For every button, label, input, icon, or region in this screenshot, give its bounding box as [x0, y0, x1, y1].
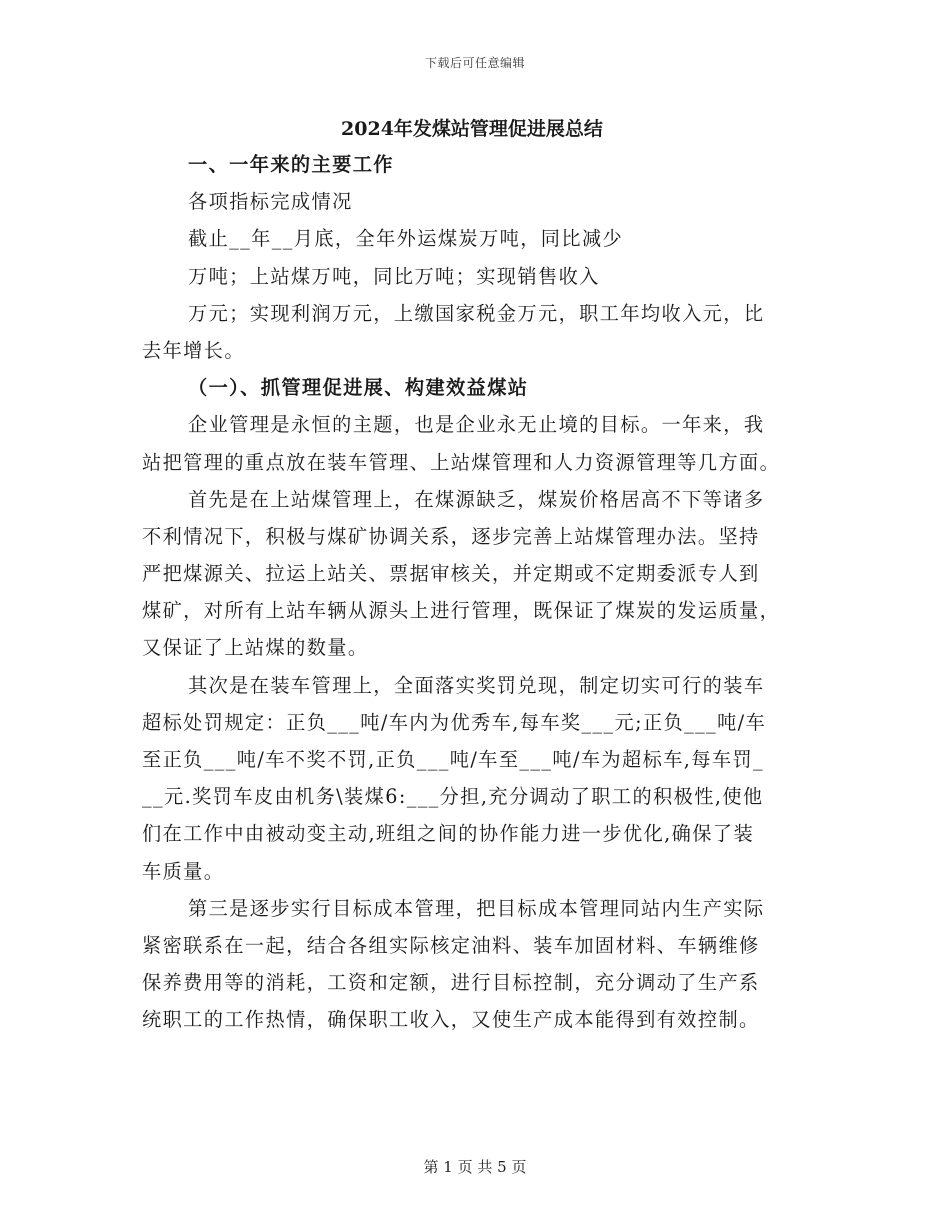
section-heading: （一）、抓管理促进展、构建效益煤站 — [188, 376, 529, 400]
text-line: 车质量。 — [142, 859, 225, 883]
text-line: 第三是逐步实行目标成本管理，把目标成本管理同站内生产实际 — [188, 896, 765, 920]
document-body — [142, 112, 802, 1039]
text-line: 各项指标完成情况 — [188, 190, 353, 214]
text-line: 至正负___吨/车不奖不罚,正负___吨/车至___吨/车为超标车,每车罚_ — [142, 748, 765, 771]
text-line: 万元；实现利润万元，上缴国家税金万元，职工年均收入元，比 — [188, 301, 765, 325]
document-title: 2024年发煤站管理促进展总结 — [341, 118, 603, 140]
text-line: __元.奖罚车皮由机务\装煤6:___分担,充分调动了职工的积极性,使他 — [142, 785, 764, 809]
text-line: 企业管理是永恒的主题，也是企业永无止境的目标。一年来，我 — [188, 413, 765, 437]
text-line: 煤矿，对所有上站车辆从源头上进行管理，既保证了煤炭的发运质量， — [142, 599, 781, 623]
page-footer: 第 1 页 共 5 页 — [423, 1158, 527, 1176]
section-heading: 一、一年来的主要工作 — [188, 153, 394, 176]
text-line: 又保证了上站煤的数量。 — [142, 636, 369, 660]
text-line: 超标处罚规定：正负___吨/车内为优秀车,每车奖___元;正负___吨/车 — [142, 710, 767, 734]
text-line: 紧密联系在一起，结合各组实际核定油料、装车加固材料、车辆维修 — [142, 933, 760, 957]
text-line: 不利情况下，积极与煤矿协调关系，逐步完善上站煤管理办法。坚持 — [142, 524, 760, 548]
text-line: 去年增长。 — [142, 338, 245, 362]
paragraph-lines — [142, 146, 802, 1039]
page-header: 下载后可任意编辑 — [424, 56, 525, 70]
text-line: 统职工的工作热情，确保职工收入，又使生产成本能得到有效控制。 — [142, 1008, 760, 1032]
text-line: 万吨；上站煤万吨，同比万吨；实现销售收入 — [188, 264, 600, 288]
text-line: 保养费用等的消耗，工资和定额，进行目标控制，充分调动了生产系 — [142, 971, 760, 995]
text-line: 站把管理的重点放在装车管理、上站煤管理和人力资源管理等几方面。 — [142, 450, 781, 474]
text-line: 严把煤源关、拉运上站关、票据审核关，并定期或不定期委派专人到 — [142, 562, 760, 586]
text-line: 们在工作中由被动变主动,班组之间的协作能力进一步优化,确保了装 — [142, 822, 755, 846]
text-line: 首先是在上站煤管理上，在煤源缺乏，煤炭价格居高不下等诸多 — [188, 487, 765, 511]
text-line: 其次是在装车管理上，全面落实奖罚兑现，制定切实可行的装车 — [188, 673, 765, 697]
text-line: 截止__年__月底，全年外运煤炭万吨，同比减少 — [188, 227, 624, 251]
